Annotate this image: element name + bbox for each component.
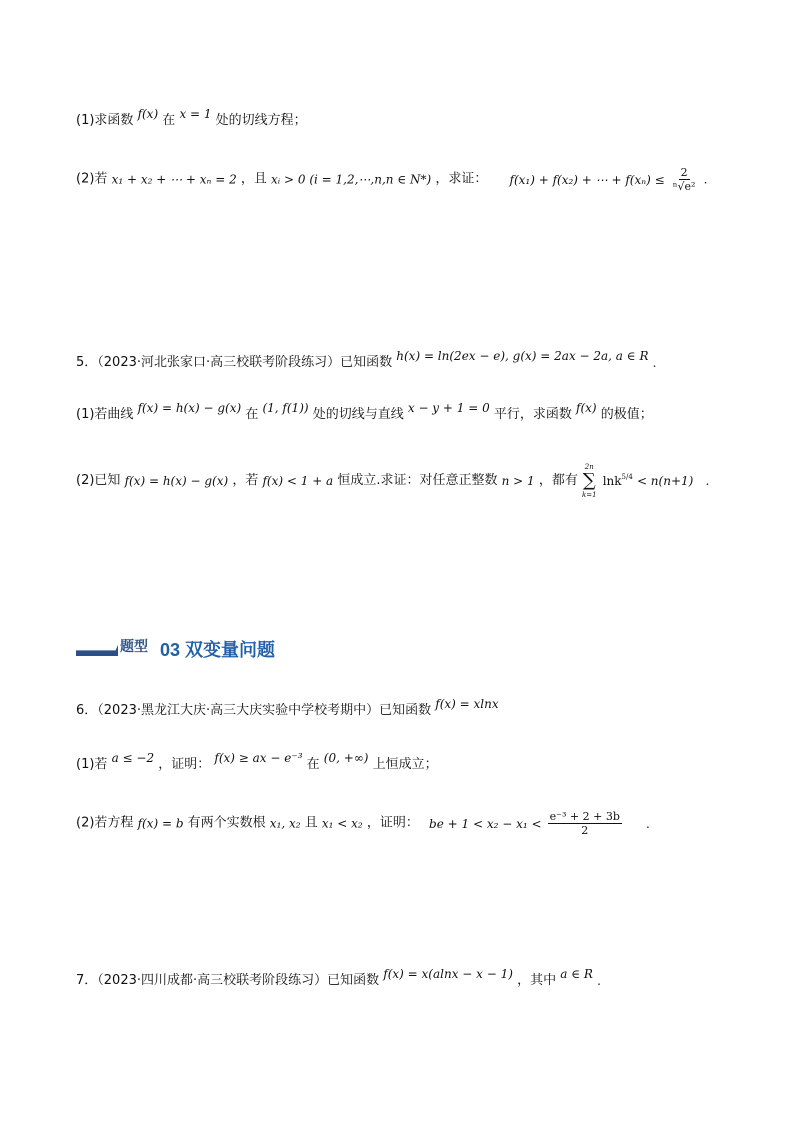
q4p1-fx: f(x) xyxy=(137,107,159,121)
q5p2-end: . xyxy=(705,474,710,488)
q4p2-cond: xᵢ > 0 (i = 1,2,⋯,n,n ∈ N*) xyxy=(271,172,432,187)
q5-part1 xyxy=(76,401,653,425)
q4-part2 xyxy=(76,166,707,193)
q6p1-ineq: f(x) ≥ ax − e⁻³ xyxy=(214,751,303,765)
q4-part1 xyxy=(76,107,307,131)
q6p2-den: 2 xyxy=(581,824,589,837)
q5p2-text2: ，若 xyxy=(232,473,259,488)
q4p2-text2: ，且 xyxy=(240,171,267,187)
sigma-symbol: ∑ xyxy=(582,470,596,491)
q5p2-text4: ，都有 xyxy=(538,473,578,488)
q4p2-text3: ，求证： xyxy=(435,171,488,187)
q6p2-fraction xyxy=(548,810,622,837)
q5p2-text3: 恒成立.求证：对任意正整数 xyxy=(337,473,498,488)
q4p1-label: (1)求函数 xyxy=(76,113,134,128)
q6-label: 6．（2023·黑龙江大庆·高三大庆实验中学校考期中）已知函数 xyxy=(76,703,432,718)
q6p2-text2: 有两个实数根 xyxy=(187,815,266,831)
q7-cond: a ∈ R xyxy=(560,967,593,981)
q7-end: . xyxy=(597,974,601,988)
q5p1-fx: f(x) xyxy=(576,401,597,415)
q5p1-text2: 在 xyxy=(245,407,259,422)
q5-end: . xyxy=(652,356,657,370)
q5p2-cond: f(x) < 1 + a xyxy=(262,474,334,488)
q5-def: h(x) = ln(2ex − e), g(x) = 2ax − 2a, a ∈ R xyxy=(396,349,649,363)
q5p2-fdef: f(x) = h(x) − g(x) xyxy=(124,474,229,488)
q6-stem xyxy=(76,697,499,721)
q4p1-text2: 在 xyxy=(162,113,176,128)
q4p2-fraction xyxy=(671,166,698,193)
q6p1-label: (1)若 xyxy=(76,757,108,772)
section-banner xyxy=(76,634,275,664)
q5p2-rhs: < n(n+1) xyxy=(636,474,694,488)
q5p1-text3: 处的切线与直线 xyxy=(312,407,404,422)
q5-stem xyxy=(76,349,657,373)
q6p2-num: e⁻³ + 2 + 3b xyxy=(549,810,620,823)
q5p2-sum-exp: 5/4 xyxy=(621,473,633,482)
q4p2-ineq: f(x₁) + f(x₂) + ⋯ + f(xₙ) ≤ xyxy=(509,172,665,187)
q4p2-label: (2)若 xyxy=(76,171,108,187)
q7-stem xyxy=(76,967,601,991)
q6-def: f(x) = xlnx xyxy=(435,697,499,711)
q5p2-sum-body: lnk xyxy=(602,474,622,488)
q6p2-end: . xyxy=(646,816,650,831)
q5p1-fdef: f(x) = h(x) − g(x) xyxy=(137,401,242,415)
q5-part2 xyxy=(76,462,709,500)
section-tag: 题型 xyxy=(118,636,150,656)
q4p2-num: 2 xyxy=(680,166,688,179)
q5p1-point: (1, f(1)) xyxy=(262,401,309,415)
q6p2-roots: x₁, x₂ xyxy=(269,816,301,831)
q6p1-cond: a ≤ −2 xyxy=(111,751,155,765)
q6p1-text4: 上恒成立； xyxy=(372,757,438,772)
q6p2-text3: 且 xyxy=(304,815,318,831)
q5p1-label: (1)若曲线 xyxy=(76,407,134,422)
q6p1-text3: 在 xyxy=(306,757,320,772)
q5p1-text4: 平行，求函数 xyxy=(493,407,572,422)
q6p1-interval: (0, +∞) xyxy=(323,751,369,765)
q6p2-label: (2)若方程 xyxy=(76,815,134,831)
q5p2-label: (2)已知 xyxy=(76,473,121,488)
q6p2-ineq: be + 1 < x₂ − x₁ < xyxy=(429,816,542,831)
q5p1-text5: 的极值； xyxy=(600,407,653,422)
q6-part2 xyxy=(76,810,650,837)
q5p2-sum xyxy=(582,462,597,500)
q4p2-end: . xyxy=(703,172,708,187)
q5p2-n: n > 1 xyxy=(501,474,535,488)
q5p1-line: x − y + 1 = 0 xyxy=(407,401,490,415)
q6p1-text2: ，证明： xyxy=(158,757,211,772)
sum-upper: 2n xyxy=(584,463,594,471)
q4p1-cond: x = 1 xyxy=(179,107,212,121)
q4p1-text3: 处的切线方程； xyxy=(215,113,307,128)
q4p2-den: ⁿ√e² xyxy=(672,180,696,193)
q5-label: 5．（2023·河北张家口·高三校联考阶段练习）已知函数 xyxy=(76,355,393,370)
sum-lower: k=1 xyxy=(581,491,597,499)
q6-part1 xyxy=(76,751,438,775)
q6p2-text4: ，证明： xyxy=(366,815,419,831)
section-title: 03 双变量问题 xyxy=(160,640,276,660)
q7-label: 7．（2023·四川成都·高三校联考阶段练习）已知函数 xyxy=(76,973,380,988)
q7-def: f(x) = x(alnx − x − 1) xyxy=(383,967,513,981)
q4p2-sum: x₁ + x₂ + ⋯ + xₙ = 2 xyxy=(111,172,237,187)
q6p2-eq: f(x) = b xyxy=(137,816,184,831)
q6p2-order: x₁ < x₂ xyxy=(321,816,363,831)
q7-text2: ，其中 xyxy=(517,973,557,988)
